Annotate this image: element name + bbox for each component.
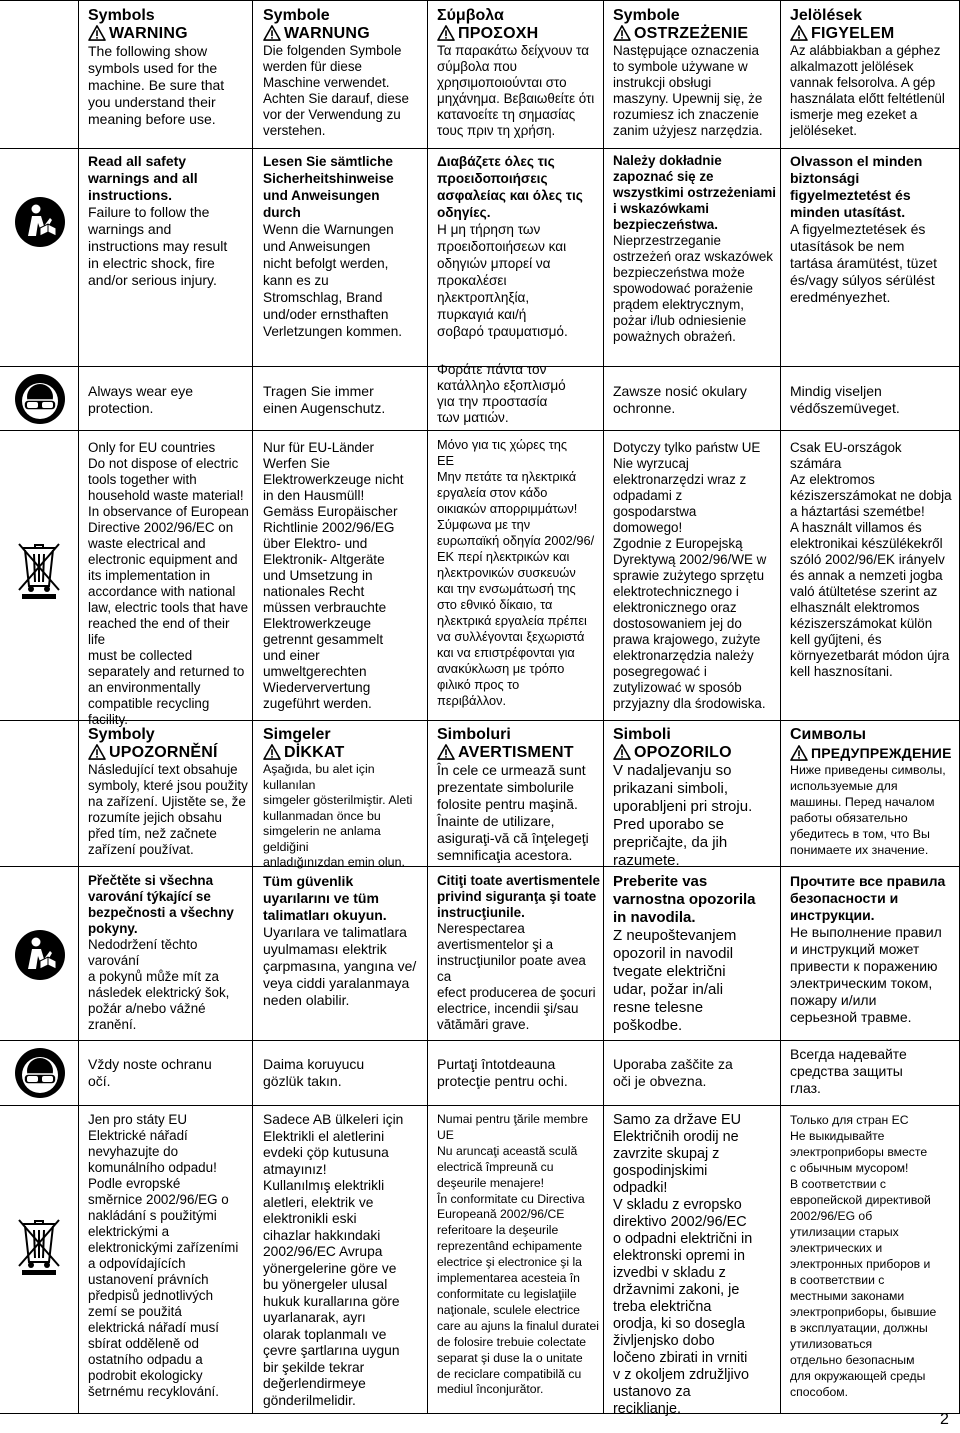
read-title: Lesen Sie sämtliche Sicherheitshinweise und Anweisungen durch — [263, 154, 394, 220]
read-text: Nieprzestrzeganie ostrzeżeń oraz wskazówek bezpieczeństwa może spowodować porażenie prądem elektrycznym, pożar i/lub odniesienie poważnych obrażeń. — [613, 233, 774, 344]
grid-line — [0, 430, 960, 431]
read-text: Failure to follow the warnings and instructions may result in electric shock, fire and/or serious injury. — [88, 204, 228, 288]
eye-el — [437, 362, 601, 428]
weee-crossed-bin-icon — [14, 540, 64, 605]
header-pl — [613, 7, 778, 145]
warning-triangle-icon — [790, 745, 808, 761]
grid-line — [0, 148, 960, 149]
warning-label: OPOZORILO — [613, 744, 778, 762]
symbols-title: Symbols — [88, 7, 155, 24]
weee-text: Jen pro státy EU Elektrické nářadí nevyhazujte do komunálního odpadu! Podle evropské směrnice 2002/96/EG o nakládání s použitými elektrickými a elektronickými zařízeními a odpovídajících ustanovení právních předpisů jednotlivých zemí se použitá elektrická nářadí musí sbírat odděleně od ostatního odpadu a podrobit ekologicky šetrnému recyklování. — [88, 1112, 239, 1399]
header-text: Aşağıda, bu alet için kullanılan simgeler gösterilmiştir. Aleti kullanmadan önce bu simgelerin ne anlama geldiğini anladığınızdan emin olun. — [263, 762, 413, 869]
warning-label: ΠΡΟΣΟΧΗ — [437, 25, 601, 43]
weee-el — [437, 437, 601, 719]
grid-line — [78, 0, 79, 1413]
eye-text: Mindig viseljen védőszemüveget. — [790, 383, 900, 416]
header-ro — [437, 726, 601, 864]
warning-triangle-icon — [437, 25, 455, 41]
grid-line — [0, 1413, 960, 1414]
read-text: Z neupoštevanjem opozoril in navodil tvegate električni udar, požar in/ali resne telesne poškodbe. — [613, 927, 737, 1034]
read-manual-icon — [14, 929, 66, 986]
header-en — [88, 7, 248, 145]
read-title: Preberite vas varnostna opozorila in navodila. — [613, 873, 756, 926]
header-text: V nadaljevanju so prikazani simboli, uporabljeni pri stroju. Pred uporabo se prepričajte, da jih razumete. — [613, 762, 753, 869]
weee-cs — [88, 1112, 250, 1411]
weee-text: Nur für EU-Länder Werfen Sie Elektrowerkzeuge nicht in den Hausmüll! Gemäss Europäischer Richtlinie 2002/96/EG über Elektro- und Elektronik- Altgeräte und Umsetzung in nationales Recht müssen verbrauchte Elektrowerkzeuge getrennt gesammelt und einer umweltgerechten Wiederververtung zugeführt werden. — [263, 440, 404, 711]
warning-label: OSTRZEŻENIE — [613, 25, 778, 43]
header-text: Ниже приведены символы, используемые для машины. Перед началом работы обязательно убедитесь в том, что Вы понимаете их значение. — [790, 763, 946, 857]
symbols-title: Simgeler — [263, 726, 331, 743]
header-text: Τα παρακάτω δείχνουν τα σύμβολα που χρησιμοποιούνται στο μηχάνημα. Βεβαιωθείτε ότι κατανοείτε τη σημασίας τους πριν τη χρήση. — [437, 43, 595, 138]
read-sl — [613, 873, 778, 1038]
warning-triangle-icon — [790, 25, 808, 41]
read-tr — [263, 873, 425, 1038]
read-manual-icon — [14, 196, 66, 253]
read-title: Přečtěte si všechna varování týkající se bezpečnosti a všechny pokyny. — [88, 873, 234, 936]
grid-line — [780, 0, 781, 1413]
read-title: Citiţi toate avertismentele privind siguranţa şi toate instrucţiunile. — [437, 873, 600, 920]
header-text: În cele ce urmează sunt prezentate simbolurile folosite pentru maşină. Înainte de utilizare, asiguraţi-vă că înţelegeţi semnificaţia acestora. — [437, 762, 589, 863]
read-cs — [88, 873, 250, 1038]
eye-de — [263, 383, 425, 428]
weee-text: Μόνο για τις χώρες της ΕΕ Μην πετάτε τα ηλεκτρικά εργαλεία στον κάδο οικιακών απορριμμάτων! Σύμφωνα με την ευρωπαϊκή οδηγία 2002/96/ ΕΚ περί ηλεκτρικών και ηλεκτρονικών συσκευών και την ενσωμάτωσή της στο εθνικό δίκαιο, τα ηλεκτρικά εργαλεία πρέπει να συλλέγονται ξεχωριστά και να επιστρέφονται για ανακύκλωση με τρόπο φιλικό προς το περιβάλλον. — [437, 437, 595, 708]
weee-text: Only for EU countries Do not dispose of electric tools together with household waste material! In observance of European Directive 2002/96/EC on waste electrical and electronic equipment and its implementation in accordance with national law, electric tools that have reached the end of their life must be collected separately and returned to an environmentally compatible recycling facility. — [88, 440, 249, 727]
read-title: Należy dokładnie zapoznać się ze wszystkimi ostrzeżeniami i wskazówkami bezpieczeństwa. — [613, 153, 776, 232]
eye-pl — [613, 383, 778, 428]
warning-label: AVERTISMENT — [437, 744, 601, 762]
weee-tr — [263, 1112, 425, 1411]
grid-line — [603, 0, 604, 1413]
read-title: Прочтите все правила безопасности и инструкции. — [790, 873, 946, 923]
symbols-title: Symbole — [263, 7, 330, 24]
warning-label: WARNING — [88, 25, 248, 43]
warning-triangle-icon — [263, 25, 281, 41]
read-text: Uyarılara ve talimatlara uyulmaması elektrik çarpmasına, yangına ve/ veya ciddi yaralanmaya neden olabilir. — [263, 924, 417, 1008]
eye-text: Daima koruyucu gözlük takın. — [263, 1056, 365, 1089]
header-hu — [790, 7, 958, 145]
eye-text: Всегда надевайте средства защиты глаз. — [790, 1046, 907, 1096]
eye-ru — [790, 1046, 958, 1104]
symbols-title: Symboly — [88, 726, 155, 743]
eye-text: Uporaba zaščite za oči je obvezna. — [613, 1056, 733, 1089]
read-en — [88, 153, 250, 363]
eye-protection-icon — [14, 1047, 66, 1104]
weee-crossed-bin-icon — [14, 1216, 64, 1281]
weee-text: Sadece AB ülkeleri için Elektrikli el aletlerini evdeki çöp kutusuna atmayınız! Kullanılmış elektrikli aletleri, elektrik ve elektronikli eski cihazlar hakkındaki 2002/96/EC Avrupa yönergelerine göre ve bu yönergeler ulusal hukuk kurallarına göre uyarlanarak, ayrı olarak toplanmalı ve çevre şartlarına uygun bir şekilde tekrar değerlendirmeye gönderilmelidir. — [263, 1112, 404, 1408]
warning-triangle-icon — [263, 744, 281, 760]
eye-cs — [88, 1056, 250, 1102]
header-tr — [263, 726, 425, 869]
weee-ro — [437, 1112, 601, 1411]
warning-label: UPOZORNĚNÍ — [88, 744, 250, 762]
eye-sl — [613, 1056, 778, 1102]
read-ru — [790, 873, 958, 1038]
symbols-title: Символы — [790, 726, 867, 743]
read-text: Wenn die Warnungen und Anweisungen nicht befolgt werden, kann es zu Stromschlag, Brand und/oder ernsthaften Verletzungen kommen. — [263, 222, 403, 339]
symbols-title: Jelölések — [790, 7, 863, 24]
warning-triangle-icon — [437, 744, 455, 760]
read-text: Η μη τήρηση των προειδοποιήσεων και οδηγιών μπορεί να προκαλέσει ηλεκτροπληξία, πυρκαγιά και/ή σοβαρό τραυματισμό. — [437, 222, 568, 339]
header-sl — [613, 726, 778, 869]
header-text: Az alábbiakban a géphez alkalmazott jelölések vannak felsorolva. A gép használata előtt feltétlenül ismerje meg ezeket a jelöléseket. — [790, 43, 945, 138]
read-hu — [790, 153, 958, 363]
read-text: Не выполнение правил и инструкций может привести к поражению электрическим током, пожару и/или серьезной травме. — [790, 924, 942, 1025]
eye-text: Purtaţi întotdeauna protecţie pentru ochi. — [437, 1056, 568, 1089]
warning-label: FIGYELEM — [790, 25, 958, 43]
header-ru — [790, 726, 958, 864]
read-title: Tüm güvenlik uyarılarını ve tüm talimatları okuyun. — [263, 873, 387, 923]
warning-label: DİKKAT — [263, 744, 425, 762]
weee-text: Csak EU-országok számára Az elektromos kéziszerszámokat ne dobja a háztartási szemétbe! A használt villamos és elektronikai készülékekről szóló 2002/96/EK irányelv és annak a nemzeti jogba való átültetése szerint az elhasznált elektromos kéziszerszámokat külön kell gyűjteni, és környezetbarát módon újra kell hasznosítani. — [790, 440, 952, 679]
weee-pl — [613, 440, 778, 718]
eye-text: Always wear eye protection. — [88, 383, 194, 416]
eye-text: Tragen Sie immer einen Augenschutz. — [263, 383, 386, 416]
eye-en — [88, 383, 250, 428]
warning-triangle-icon — [88, 744, 106, 760]
eye-text: Φοράτε πάντα τον κατάλληλο εξοπλισμό για την προστασία των ματιών. — [437, 362, 566, 425]
weee-text: Dotyczy tylko państw UE Nie wyrzucaj elektronarzędzi wraz z odpadami z gospodarstwa domowego! Zgodnie z Europejską Dyrektywą 2002/96/WE w sprawie zużytego sprzętu elektrotechnicznego i elektronicznego oraz dostosowaniem jej do prawa krajowego, zużyte elektronarzędzia należy posegregować i zutylizować w sposób przyjazny dla środowiska. — [613, 440, 767, 711]
read-text: Nerespectarea avertismentelor şi a instrucţiunilor poate avea ca efect producerea de şocuri electrice, incendii şi/sau vătămări grave. — [437, 921, 596, 1032]
header-de — [263, 7, 425, 145]
eye-text: Zawsze nosić okulary ochronne. — [613, 383, 747, 416]
header-text: Następujące oznaczenia to symbole używane w instrukcji obsługi maszyny. Upewnij się, że rozumiesz ich znaczenie zanim użyjesz narzędzia. — [613, 43, 763, 138]
eye-tr — [263, 1056, 425, 1102]
weee-text: Numai pentru ţările membre UE Nu aruncaţi această sculă electrică împreună cu deşeurile menajere! În conformitate cu Directiva Europeană 2002/96/CE referitoare la deşeurile reprezentând echipamente electrice şi electronice şi la implementarea acesteia în conformitate cu legislaţiile naţionale, sculele electrice care au ajuns la finalul duratei de folosire trebuie colectate separat şi duse la o unitate de reciclare compatibilă cu mediul înconjurător. — [437, 1112, 599, 1397]
weee-en — [88, 440, 250, 727]
header-text: Die folgenden Symbole werden für diese Maschine verwendet. Achten Sie darauf, diese vor der Verwendung zu verstehen. — [263, 43, 409, 138]
weee-hu — [790, 440, 958, 718]
grid-line — [0, 0, 960, 1]
eye-text: Vždy noste ochranu očí. — [88, 1056, 212, 1089]
read-de — [263, 153, 425, 363]
warning-triangle-icon — [613, 25, 631, 41]
grid-line — [252, 0, 253, 1413]
read-title: Olvasson el minden biztonsági figyelmeztetést és minden utasítást. — [790, 153, 923, 220]
weee-sl — [613, 1112, 778, 1417]
grid-line — [427, 0, 428, 1413]
warning-triangle-icon — [88, 25, 106, 41]
weee-text: Samo za države EU Električnih orodij ne zavrzite skupaj z gospodinjskimi odpadki! V skladu z evropsko direktivo 2002/96/EC o odpadni električni in elektronski opremi in izvedbi v skladu z državnimi zakoni, je treba električna orodja, ki so dosegla življenjsko dobo ločeno zbirati in vrniti v z okoljem združljivo ustanovo za reciklianje. — [613, 1112, 753, 1417]
grid-line — [0, 1040, 960, 1041]
header-text: Následující text obsahuje symboly, které jsou použity na zařízení. Ujistěte se, že rozumíte jejich obsahu před tím, než začnete zařízení používat. — [88, 762, 248, 857]
read-text: A figyelmeztetések és utasítások be nem tartása áramütést, tüzet és/vagy súlyos sérülést eredményezhet. — [790, 221, 938, 305]
read-pl — [613, 153, 778, 363]
symbols-title: Symbole — [613, 7, 680, 24]
eye-hu — [790, 383, 958, 428]
eye-protection-icon — [14, 373, 66, 430]
grid-line — [0, 866, 960, 867]
eye-ro — [437, 1056, 601, 1102]
weee-de — [263, 440, 425, 718]
read-title: Read all safety warnings and all instructions. — [88, 153, 198, 203]
grid-line — [0, 1105, 960, 1106]
page-number: 2 — [940, 1411, 949, 1428]
header-cs — [88, 726, 250, 864]
read-text: Nedodržení těchto varování a pokynů může mít za následek elektrický šok, požár a/nebo vážné zranění. — [88, 937, 230, 1032]
symbols-title: Simboli — [613, 726, 671, 743]
symbols-title: Simboluri — [437, 726, 511, 743]
weee-ru — [790, 1112, 958, 1411]
warning-label: WARNUNG — [263, 25, 425, 43]
warning-label: ПРЕДУПРЕЖДЕНИЕ — [790, 744, 958, 762]
warning-triangle-icon — [613, 744, 631, 760]
read-el — [437, 153, 601, 363]
read-title: Διαβάζετε όλες τις προειδοποιήσεις ασφαλείας και όλες τις οδηγίες. — [437, 154, 583, 220]
weee-text: Только для стран ЕС Не выкидывайте электроприборы вместе с обычным мусором! В соответствии с европейской директивой 2002/96/EG об утилизации старых электрических и электронных приборов и в соответствии с местными законами электроприборы, бывшие в эксплуатации, должны утилизоваться отдельно безопасным для окружающей среды способом. — [790, 1113, 937, 1399]
symbols-title: Σύμβολα — [437, 7, 504, 24]
header-text: The following show symbols used for the machine. Be sure that you understand their meaning before use. — [88, 43, 225, 127]
header-el — [437, 7, 601, 145]
read-ro — [437, 873, 601, 1038]
